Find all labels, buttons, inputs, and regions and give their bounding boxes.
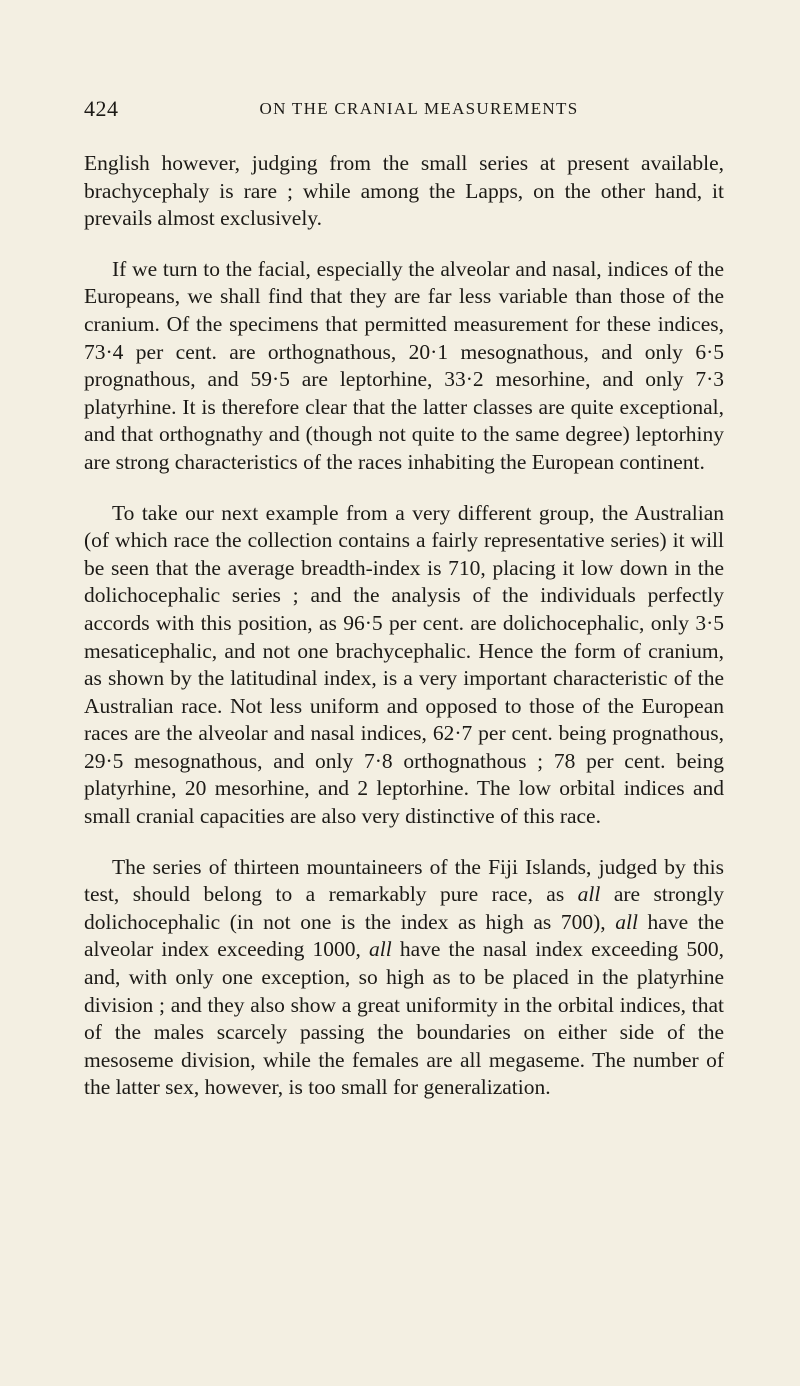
paragraph-4-text-1: The series of thirteen mountaineers of the Fiji Islands, judged by this test, should belong to a remarkably pure race, as: [84, 854, 724, 907]
paragraph-3: To take our next example from a very different group, the Australian (of which race the collection contains a fairly representative series) it will be seen that the average breadth-index is 710, placing it low down in the dolichocephalic series ; and the analysis of the individuals perfectly accords with this position, as 96·5 per cent. are dolichocephalic, only 3·5 mesaticephalic, and not one brachycephalic. Hence the form of cranium, as shown by the latitudinal index, is a very important characteristic of the Australian race. Not less uniform and opposed to those of the European races are the alveolar and nasal indices, 62·7 per cent. being prognathous, 29·5 mesognathous, and only 7·8 orthognathous ; 78 per cent. being platyrhine, 20 mesorhine, and 2 leptorhine. The low orbital indices and small cranial capacities are also very distinctive of this race.: [84, 500, 724, 829]
paragraph-4-emphasis-2: all: [615, 909, 638, 934]
paragraph-4-text-3: have the alveolar index exceeding 1000,: [84, 909, 724, 962]
paragraph-4-text-4: have the nasal index exceeding 500, and, with only one exception, so high as to be placed in the platyrhine division ; and they also show a great uniformity in the orbital indices, that of the males scarcely passing the boundaries on either side of the mesoseme division, while the females are all megaseme. The number of the latter sex, however, is too small for generalization.: [84, 937, 724, 1100]
paragraph-4: [84, 854, 724, 1102]
paragraph-2: If we turn to the facial, especially the alveolar and nasal, indices of the Europeans, we shall find that they are far less variable than those of the cranium. Of the specimens that permitted measurement for these indices, 73·4 per cent. are orthognathous, 20·1 mesognathous, and only 6·5 prognathous, and 59·5 are leptorhine, 33·2 mesorhine, and only 7·3 platyrhine. It is therefore clear that the latter classes are quite exceptional, and that orthognathy and (though not quite to the same degree) leptorhiny are strong characteristics of the races inhabiting the European continent.: [84, 256, 724, 474]
page-header: [84, 96, 724, 126]
paragraph-4-text-2: are strongly dolichocephalic (in not one is the index as high as 700),: [84, 882, 724, 934]
running-head: ON THE CRANIAL MEASUREMENTS: [259, 99, 579, 118]
body-text: [84, 150, 724, 1125]
paragraph-4-emphasis-3: all: [369, 937, 392, 962]
paragraph-1: English however, judging from the small series at present available, brachycephaly is rare ; while among the Lapps, on the other hand, it prevails almost exclusively.: [84, 151, 724, 231]
page-number: 424: [84, 96, 119, 121]
paragraph-4-emphasis-1: all: [577, 882, 601, 907]
